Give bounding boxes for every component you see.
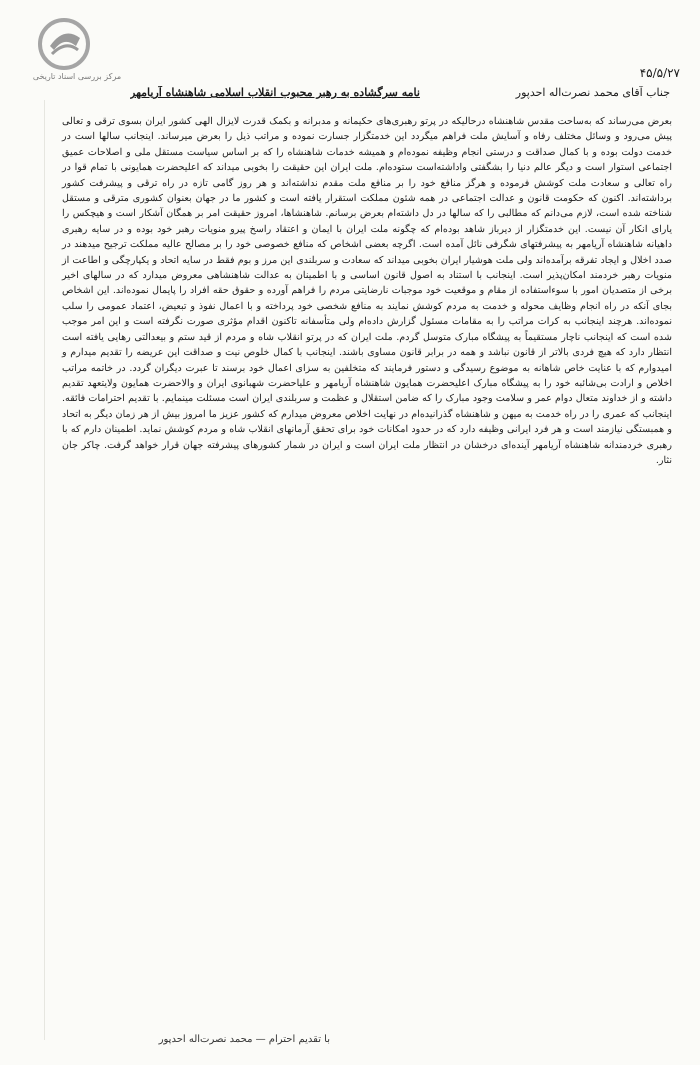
archive-caption: مرکز بررسی اسناد تاریخی (32, 72, 122, 81)
signature-line: با تقدیم احترام — محمد نصرت‌اله احدپور (158, 1034, 330, 1045)
archive-logo (14, 16, 124, 86)
document-number: ۴۵/۵/۲۷ (639, 66, 680, 80)
subject-line: نامه سرگشاده به رهبر محبوب انقلاب اسلامی شاهنشاه آریامهر (130, 86, 420, 99)
letter-body (62, 114, 672, 468)
recipient-line: جناب آقای محمد نصرت‌اله احدپور (515, 86, 670, 99)
scan-edge (44, 100, 45, 1040)
letter-paragraph: بعرض می‌رساند که به‌ساحت مقدس شاهنشاه درحالیکه در پرتو رهبری‌های حکیمانه و مدبرانه و بکمک قدرت لایزال الهی کشور ایران بسوی ترقی و تعالی پیش می‌رود و وسائل مختلف رفاه و آسایش ملت فراهم میگردد این خدمتگزار جسارت نموده و مراتب ذیل را بعرض میرساند. اینجانب سالها است در خدمت دولت بوده و با کمال صداقت و درستی انجام وظیفه نموده‌ام و همیشه خدمات شاهنشاه را که بر اساس سیاست مستقل ملی و اصلاحات عمیق اجتماعی استوار است و دیگر عالم دنیا را بشگفتی واداشته‌است ستوده‌ام. ملت ایران این حقیقت را بخوبی میداند که اعلیحضرت همایونی با تمام قوا در راه تعالی و سعادت ملت کوشش فرموده و هرگز منافع خود را بر منافع ملت مقدم نداشته‌اند و هر روز گامی تازه در راه ترقی و پیشرفت کشور برداشته‌اند. اکنون که حکومت قانون و عدالت اجتماعی در همه شئون مملکت استقرار یافته است و کشور ما در جهان بعنوان کشوری مترقی و مستقل شناخته شده است، لازم می‌دانم که مطالبی را که سالها در دل داشته‌ام بعرض برسانم. شاهنشاها، امروز حقیقت امر بر همگان آشکار است و هیچکس را یارای انکار آن نیست. این خدمتگزار از دیرباز شاهد بوده‌ام که چگونه ملت ایران با ایمان و اعتقاد راسخ پیرو منویات رهبر خود بوده و در سایه رهبری داهیانه شاهنشاه آریامهر به پیشرفتهای شگرفی نائل آمده است. اگرچه بعضی اشخاص که منافع خصوصی خود را بر مصالح عالیه مملکت ترجیح میدهند در صدد اخلال و ایجاد تفرقه برآمده‌اند ولی ملت هوشیار ایران بخوبی میداند که سعادت و سربلندی این مرز و بوم فقط در سایه اتحاد و یکپارچگی و اطاعت از منویات رهبر خردمند امکان‌پذیر است. اینجانب با استناد به اصول قانون اساسی و با اطمینان به عدالت شاهنشاهی معروض میدارد که در سالهای اخیر برخی از متصدیان امور با سوءاستفاده از مقام و موقعیت خود موجبات نارضایتی مردم را فراهم آورده و حقوق حقه افراد را پایمال نموده‌اند. این اشخاص بجای آنکه در راه انجام وظایف محوله و خدمت به مردم کوشش نمایند به منافع شخصی خود پرداخته و با اعمال نفوذ و تبعیض، اعتماد عمومی را سلب نموده‌اند. هرچند اینجانب به کرات مراتب را به مقامات مسئول گزارش داده‌ام ولی متأسفانه تاکنون اقدام مؤثری صورت نگرفته است و این امر موجب شده است که اینجانب ناچار مستقیماً به پیشگاه مبارک متوسل گردم. ملت ایران که در پرتو انقلاب شاه و مردم از قید ستم و بیعدالتی رهایی یافته است انتظار دارد که هیچ فردی بالاتر از قانون نباشد و همه در برابر قانون مساوی باشند. اینجانب با کمال خلوص نیت و صداقت این عریضه را تقدیم میدارم و امیدوارم که با عنایت خاص شاهانه به موضوع رسیدگی و دستور فرمایند که متخلفین به سزای اعمال خود برسند تا عبرت دیگران گردد. در خاتمه مراتب اخلاص و ارادت بی‌شائبه خود را به پیشگاه مبارک اعلیحضرت همایون شاهنشاه آریامهر و علیاحضرت شهبانوی ایران و والاحضرت همایون ولایتعهد تقدیم داشته و از خداوند متعال دوام عمر و سلامت وجود مبارک را که ضامن استقلال و عظمت و سربلندی ایران است مسئلت مینمایم. با تقدیم احترامات فائقه. اینجانب که عمری را در راه خدمت به میهن و شاهنشاه گذرانیده‌ام در نهایت اخلاص معروض میدارم که کشور عزیز ما امروز بیش از هر زمان دیگر به اتحاد و همبستگی نیازمند است و هر فرد ایرانی وظیفه دارد که در حدود امکانات خود برای تحقق آرمانهای انقلاب شاه و مردم کوشش نماید. اطمینان دارم که با رهبری خردمندانه شاهنشاه آریامهر آینده‌ای درخشان در انتظار ملت ایران است و ایران در شمار کشورهای پیشرفته جهان قرار خواهد گرفت. چاکر جان نثار. (62, 116, 672, 466)
letter-heading (130, 86, 670, 99)
archive-emblem-icon (36, 16, 94, 72)
